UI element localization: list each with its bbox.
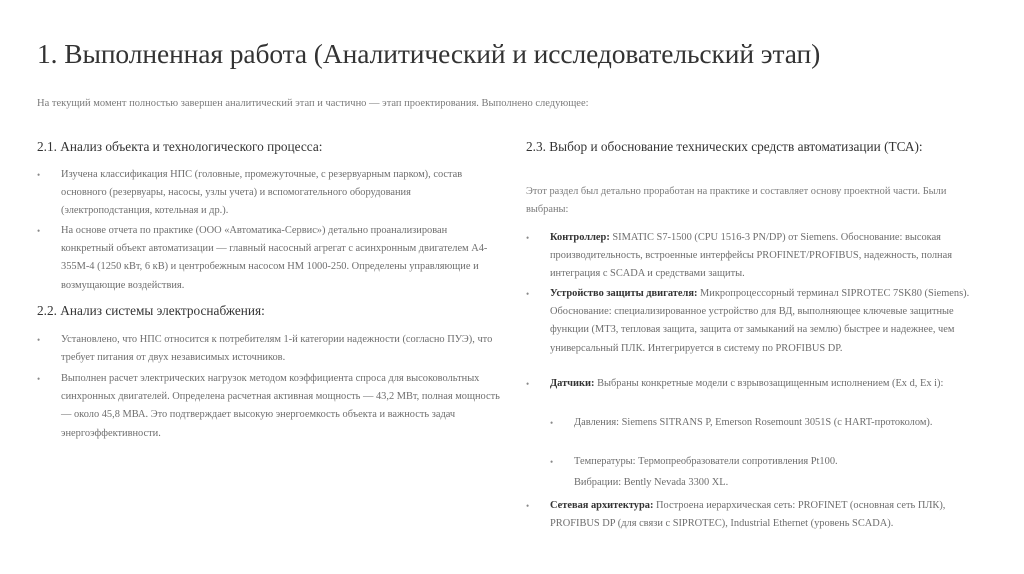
list-item-text: Изучена классификация НПС (головные, промежуточные, с резервуарным парком), состав основного (резервуары, насосы, узлы учета) и вспомогательного оборудования (электроподстанция, котельная и др.). [61,169,463,217]
item-label: Датчики: [550,378,595,389]
bullet-icon: • [37,335,41,345]
item-label: Устройство защиты двигателя: [550,288,698,299]
list-item [526,229,976,285]
bullet-icon: • [37,170,41,180]
sub-list-item [550,474,970,494]
bullet-icon: • [526,501,530,511]
bullet-icon: • [550,418,554,428]
sub-list-item-text: Температуры: Термопреобразователи сопротивления Pt100. [574,456,838,467]
section-heading-2-1: 2.1. Анализ объекта и технологического процесса: [37,139,323,154]
bullet-icon: • [550,457,554,467]
list-item-text [550,229,970,284]
section-heading-2-3: 2.3. Выбор и обоснование технических средств автоматизации (ТСА): [526,139,923,154]
list-item-text [550,285,970,358]
list-item [37,166,507,222]
bullet-icon: • [526,233,530,243]
item-text: Микропроцессорный терминал SIPROTEC 7SK80 (Siemens). Обоснование: специализированное устройство для ВД, выполняющее ключевые защитные функции (МТЗ, тепловая защита, защита от замыканий на землю) быстрее и надежнее, чем универсальный ПЛК. Интегрируется в систему по PROFIBUS DP. [550,288,970,354]
sub-list-item-text: Давления: Siemens SITRANS P, Emerson Rosemount 3051S (с HART-протоколом). [574,417,933,428]
bullet-icon: • [526,289,530,299]
list-item-text [550,375,970,393]
page-title: 1. Выполненная работа (Аналитический и исследовательский этап) [37,38,821,69]
sub-list-item [550,453,970,473]
sub-list-item [550,414,970,434]
list-item-text: Установлено, что НПС относится к потребителям 1-й категории надежности (согласно ПУЭ), что требует питания от двух независимых источников. [61,334,493,364]
item-text: Построена иерархическая сеть: PROFINET (основная сеть ПЛК), PROFIBUS DP (для связи с SIPROTEC), Industrial Ethernet (уровень SCADA). [550,500,946,530]
bullet-icon: • [37,226,41,236]
item-label: Контроллер: [550,232,610,243]
list-item-text [550,497,970,533]
intro-text: На текущий момент полностью завершен аналитический этап и частично — этап проектирования. Выполнено следующее: [37,98,589,109]
list-item [526,497,976,535]
list-item [526,285,976,359]
bullet-icon: • [37,374,41,384]
item-text: SIMATIC S7-1500 (CPU 1516-3 PN/DP) от Siemens. Обоснование: высокая производительность, встроенные интерфейсы PROFINET/PROFIBUS, надежность, полная интеграция с SCADA и средствами защиты. [550,232,953,280]
section-heading-2-2: 2.2. Анализ системы электроснабжения: [37,303,265,318]
list-item [37,222,507,296]
list-item-text: На основе отчета по практике (ООО «Автоматика-Сервис») детально проанализирован конкретный объект автоматизации — главный насосный агрегат с асинхронным двигателем А4-355М-4 (1250 кВт, 6 кВ) и центробежным насосом НМ 1000-250. Определены управляющие и возмущающие воздействия. [61,225,488,291]
item-label: Сетевая архитектура: [550,500,654,511]
list-item-text: Выполнен расчет электрических нагрузок методом коэффициента спроса для высоковольтных синхронных двигателей. Определена расчетная активная мощность — 43,2 МВт, полная мощность — около 45,8 МВА. Это подтверждает высокую энергоемкость объекта и важность задач энергоэффективности. [61,373,500,439]
item-text: Выбраны конкретные модели с взрывозащищенным исполнением (Ex d, Ex i): [594,378,944,389]
list-item [37,331,507,369]
bullet-icon: • [526,379,530,389]
section-intro-paragraph: Этот раздел был детально проработан на практике и составляет основу проектной части. Были выбраны: [526,186,947,216]
sub-list-item-text: Вибрации: Bently Nevada 3300 XL. [574,477,729,488]
list-item [37,370,507,444]
list-item [526,375,976,395]
